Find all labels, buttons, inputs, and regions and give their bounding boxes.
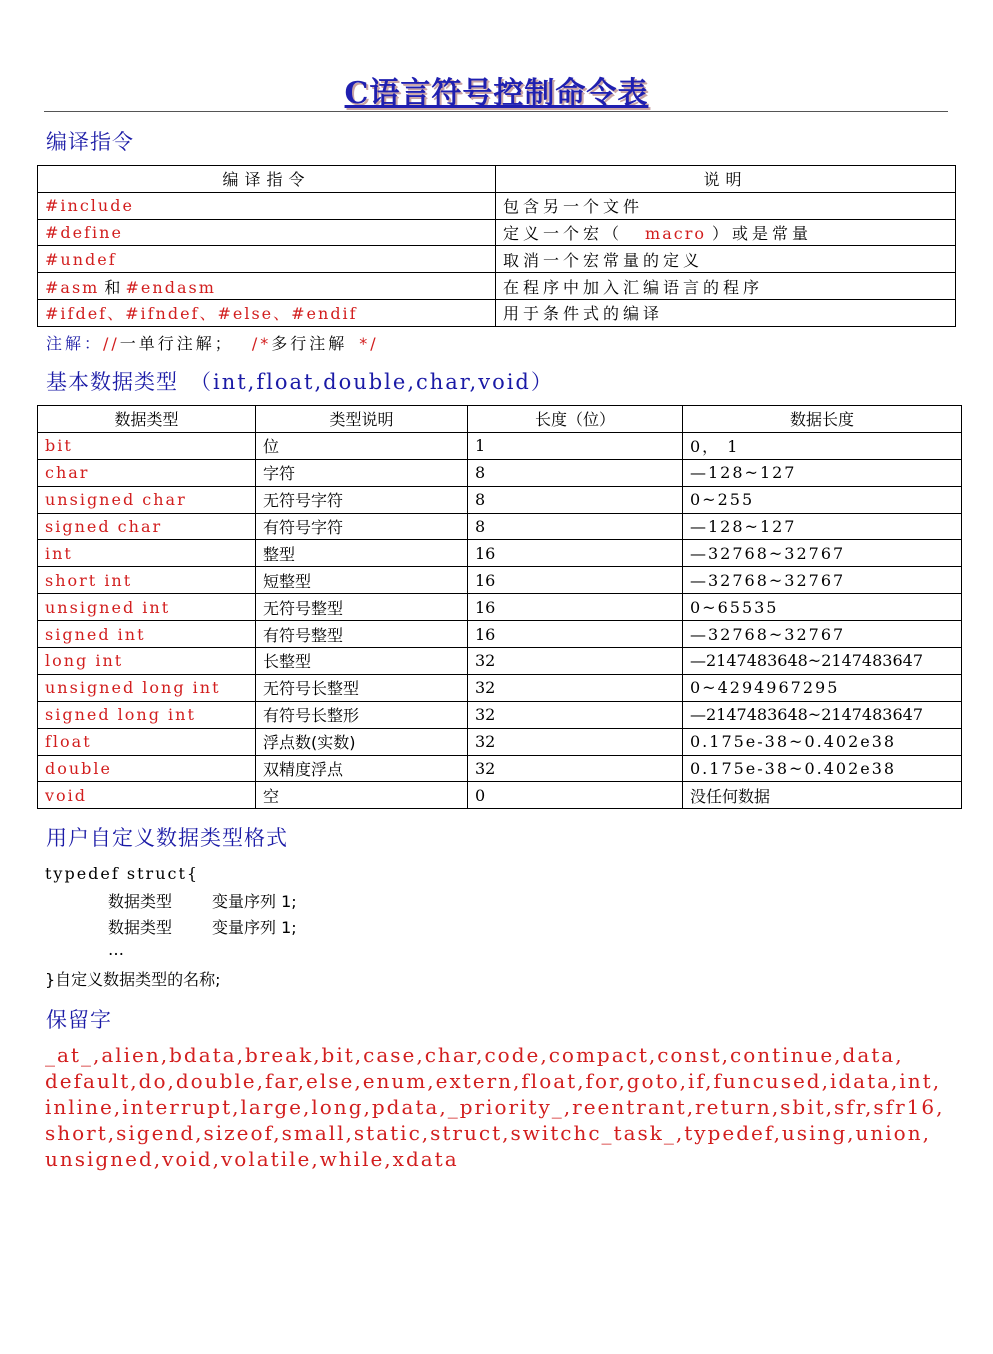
bits-cell: 8 [468, 459, 683, 486]
typedef-member-line [108, 889, 297, 912]
multi-line-comment-close: */ [359, 334, 379, 353]
bits-cell: 1 [468, 432, 683, 459]
bits-cell: 8 [468, 486, 683, 513]
type-cell: signed int [38, 621, 256, 648]
header-cell: 编译指令 [38, 166, 496, 193]
section-heading-types-list: （int,float,double,char,void） [190, 370, 554, 394]
type-desc-cell: 无符号整型 [256, 594, 468, 621]
range-cell: 0.175e-38~0.402e38 [683, 728, 962, 755]
reserved-words-line: inline,interrupt,large,long,pdata,_priority_,reentrant,return,sbit,sfr,sfr16, [45, 1095, 945, 1119]
range-cell: 没任何数据 [683, 782, 962, 809]
type-desc-cell: 长整型 [256, 648, 468, 675]
title-divider [44, 111, 948, 112]
reserved-words-line: _at_,alien,bdata,break,bit,case,char,code,compact,const,continue,data, [45, 1043, 904, 1067]
table-header-row [38, 166, 956, 193]
table-row [38, 674, 962, 701]
table-row [38, 459, 962, 486]
table-row [38, 648, 962, 675]
table-row [38, 192, 956, 219]
directive-cell: #define [38, 219, 496, 246]
typedef-ellipsis: … [108, 940, 124, 959]
reserved-words-block [45, 1042, 965, 1172]
table-row [38, 594, 962, 621]
type-desc-cell: 整型 [256, 540, 468, 567]
member-type: 数据类型 [108, 892, 173, 911]
section-heading-user-types: 用户自定义数据类型格式 [46, 826, 288, 850]
range-cell: 0.175e-38~0.402e38 [683, 755, 962, 782]
directives-table [37, 165, 956, 327]
range-cell: 0~65535 [683, 594, 962, 621]
range-cell: 0~4294967295 [683, 674, 962, 701]
member-var: 变量序列 1; [212, 892, 297, 911]
reserved-words-line: unsigned,void,volatile,while,xdata [45, 1147, 459, 1171]
header-cell: 说明 [496, 166, 956, 193]
table-row [38, 701, 962, 728]
range-cell: —32768~32767 [683, 621, 962, 648]
section-heading-reserved: 保留字 [46, 1008, 112, 1032]
description-cell: 在程序中加入汇编语言的程序 [496, 273, 956, 300]
table-row [38, 728, 962, 755]
directive-keyword: #endasm [125, 277, 216, 297]
type-cell: float [38, 728, 256, 755]
range-cell: —128~127 [683, 459, 962, 486]
description-keyword: macro [645, 223, 706, 243]
note-label: 注解： [46, 334, 104, 353]
section-heading-directives: 编译指令 [46, 130, 134, 154]
header-cell: 类型说明 [256, 406, 468, 433]
table-row [38, 219, 956, 246]
table-row [38, 273, 956, 300]
bits-cell: 16 [468, 567, 683, 594]
table-row [38, 540, 962, 567]
comment-note [46, 331, 379, 354]
typedef-close-line: }自定义数据类型的名称; [45, 970, 221, 989]
bits-cell: 16 [468, 621, 683, 648]
type-desc-cell: 字符 [256, 459, 468, 486]
type-desc-cell: 无符号长整型 [256, 674, 468, 701]
type-cell: signed long int [38, 701, 256, 728]
description-cell: 用于条件式的编译 [496, 299, 956, 326]
description-cell: 包含另一个文件 [496, 192, 956, 219]
data-types-table [37, 405, 962, 809]
range-cell: —128~127 [683, 513, 962, 540]
directive-cell: #include [38, 192, 496, 219]
type-cell: void [38, 782, 256, 809]
bits-cell: 16 [468, 594, 683, 621]
range-cell: 0~255 [683, 486, 962, 513]
type-desc-cell: 空 [256, 782, 468, 809]
table-row [38, 621, 962, 648]
type-cell: bit [38, 432, 256, 459]
table-row [38, 755, 962, 782]
bits-cell: 0 [468, 782, 683, 809]
directive-conjunction: 和 [99, 277, 126, 297]
range-cell: 0， 1 [683, 432, 962, 459]
table-row [38, 432, 962, 459]
typedef-member-line [108, 915, 297, 938]
type-cell: unsigned int [38, 594, 256, 621]
range-cell: —32768~32767 [683, 567, 962, 594]
description-cell: 取消一个宏常量的定义 [496, 246, 956, 273]
multi-line-comment-text: 多行注解 [271, 334, 348, 353]
range-cell: —2147483648~2147483647 [683, 648, 962, 675]
table-row [38, 567, 962, 594]
directive-cell: #ifdef、#ifndef、#else、#endif [38, 299, 496, 326]
bits-cell: 16 [468, 540, 683, 567]
type-cell: char [38, 459, 256, 486]
single-line-comment-text: 一单行注解； [119, 334, 234, 353]
type-desc-cell: 位 [256, 432, 468, 459]
range-cell: —32768~32767 [683, 540, 962, 567]
header-cell: 数据类型 [38, 406, 256, 433]
bits-cell: 32 [468, 674, 683, 701]
description-text: 定义一个宏（ [503, 223, 624, 243]
directive-cell: #undef [38, 246, 496, 273]
reserved-words-line: short,sigend,sizeof,small,static,struct,switchc_task_,typedef,using,union, [45, 1121, 931, 1145]
bits-cell: 8 [468, 513, 683, 540]
single-line-comment-token: // [103, 334, 120, 353]
type-desc-cell: 有符号整型 [256, 621, 468, 648]
directive-keyword: #asm [45, 277, 100, 297]
table-row [38, 513, 962, 540]
type-cell: short int [38, 567, 256, 594]
type-cell: unsigned long int [38, 674, 256, 701]
member-type: 数据类型 [108, 918, 173, 937]
typedef-open-line: typedef struct{ [45, 864, 200, 883]
type-desc-cell: 无符号字符 [256, 486, 468, 513]
table-row [38, 486, 962, 513]
description-text: ）或是常量 [711, 223, 812, 243]
section-heading-types [46, 366, 554, 396]
bits-cell: 32 [468, 648, 683, 675]
header-cell: 数据长度 [683, 406, 962, 433]
range-cell: —2147483648~2147483647 [683, 701, 962, 728]
header-cell: 长度（位） [468, 406, 683, 433]
reserved-words-line: default,do,double,far,else,enum,extern,float,for,goto,if,funcused,idata,int, [45, 1069, 942, 1093]
member-var: 变量序列 1; [212, 918, 297, 937]
table-row [38, 299, 956, 326]
page-title: C语言符号控制命令表 [344, 76, 649, 111]
type-cell: unsigned char [38, 486, 256, 513]
type-desc-cell: 双精度浮点 [256, 755, 468, 782]
table-header-row [38, 406, 962, 433]
bits-cell: 32 [468, 728, 683, 755]
multi-line-comment-open: /* [251, 334, 272, 353]
table-row [38, 782, 962, 809]
type-cell: int [38, 540, 256, 567]
type-cell: signed char [38, 513, 256, 540]
bits-cell: 32 [468, 755, 683, 782]
type-cell: double [38, 755, 256, 782]
type-desc-cell: 浮点数(实数) [256, 728, 468, 755]
bits-cell: 32 [468, 701, 683, 728]
type-desc-cell: 有符号长整形 [256, 701, 468, 728]
type-cell: long int [38, 648, 256, 675]
type-desc-cell: 有符号字符 [256, 513, 468, 540]
description-cell [496, 219, 956, 246]
table-row [38, 246, 956, 273]
type-desc-cell: 短整型 [256, 567, 468, 594]
section-heading-types-text: 基本数据类型 [46, 370, 178, 394]
directive-cell [38, 273, 496, 300]
